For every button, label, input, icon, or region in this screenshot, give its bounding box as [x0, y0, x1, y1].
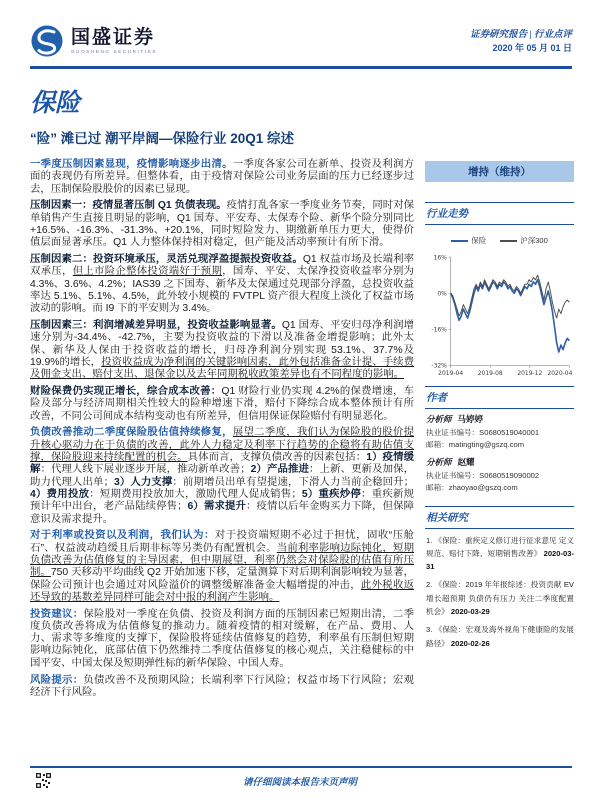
header	[0, 0, 600, 58]
paragraph-lead: 一季度压制因素显现，疫情影响逐步出清。	[30, 159, 233, 170]
report-type: 证券研究报告 | 行业点评	[470, 30, 572, 40]
paragraph-lead: 压制因素一：疫情显著压制 Q1 负债表现。	[30, 200, 227, 212]
footer	[0, 766, 600, 792]
paragraph: 压制因素三：利润增减差异明显，投资收益影响显著。Q1 国寿、平安归母净利润增速分别为-34.4%、-42.7%，主要为投资收益的下滑以及准备金增提影响；此外太保、新华及人保由于投资收益的增长，归母净利润分别实现 53.1%、37.7%及 19.9%的增长，投资收益成为净利润的关键影响因素，此外包括准备金计提、手续费及佣金支出、赔付支出、退保金以及去年同期税收政策差异也有不同程度的影响。	[30, 320, 415, 381]
brand	[30, 24, 157, 58]
paragraph-lead: 压制因素二：投资环境承压，灵活兑现浮盈提振投资收益。	[30, 254, 303, 266]
trend-chart-svg	[425, 248, 577, 386]
svg-text:0%: 0%	[437, 290, 447, 298]
footer-divider	[30, 766, 572, 768]
sidebar	[425, 159, 574, 655]
svg-text:-16%: -16%	[431, 326, 447, 334]
paragraph: 对于利率或投资以及利润，我们认为：对于投资端短期不必过于担忧，固收“压舱石”、权益波动趋缓且后期非标等另类仍有配置机会。当前利率影响边际钝化，短期负债改善为估值修复的主导因素，但中期展望，利率仍然会对保险股的估值有所压制。750 天移动平均曲线 Q2 开始加速下移，定量测算下对后期利润影响较为显著，保险公司预计也会通过对风险溢价的调整缓解准备金大幅增提的冲击，此外税收返还导致的基数差异同样可能会对中报的利润产生影响。	[30, 530, 415, 603]
authors-list	[425, 409, 574, 506]
rating-badge: 增持（维持）	[425, 161, 574, 182]
svg-text:2019-08: 2019-08	[477, 369, 503, 377]
paragraph: 一季度压制因素显现，疫情影响逐步出清。一季度各家公司在新单、投资及利润方面的表现仍有所差异。但整体看，由于疫情对保险公司业务层面的压力已经逐步过去，压制保险股股价的因素已显现。	[30, 159, 415, 195]
brand-name: 国盛证券	[71, 26, 156, 48]
svg-text:2020-04: 2020-04	[547, 369, 573, 377]
paragraph-lead: 财险保费仍实现正增长，综合成本改善：	[30, 386, 222, 398]
paragraph: 压制因素一：疫情显著压制 Q1 负债表现。疫情打乱各家一季度业务节奏，同时对保单销售产生直接且明显的影响，Q1 国寿、平安寿、太保寿个险、新华个险分别同比 +16.5%、-16.3%、-31.3%、+20.1%，同时短险发力、期缴新单压力更大，使得价值层面显著承压。Q1 人力整体保持相对稳定，但产能及活动率预计有所下滑。	[30, 200, 414, 249]
guosheng-logo-icon	[30, 24, 64, 58]
legend-item: 沪深300	[500, 235, 548, 246]
industry-trend-chart	[425, 225, 574, 386]
paragraph-lead: 投资建议：	[30, 608, 84, 620]
svg-text:2019-04: 2019-04	[438, 369, 464, 377]
report-date: 2020 年 05 月 01 日	[492, 43, 572, 54]
author-entry: 分析师 赵耀 执业证书编号：S0680519090002 邮箱：zhaoyao@gszq.com	[426, 457, 540, 493]
report-subtitle: “险” 滩已过 潮平岸阔—保险行业 20Q1 综述	[30, 131, 295, 146]
chart-legend	[425, 235, 574, 246]
header-divider	[30, 66, 572, 69]
brand-name-en: GUOSHENG SECURITIES	[71, 48, 158, 54]
related-research-item: 1. 《保险：重疾定义修订进行征求意见 定义规范、赔付下降、短期销售改善》 2020-03-31	[426, 535, 574, 572]
paragraph: 投资建议：保险股对一季度在负债、投资及利润方面的压制因素已短期出清，二季度负债改善将成为估值修复的推动力。随着疫情的相对缓解，在产品、费用、人力、需求等多维度的支撑下，保险股将延续估值修复的趋势，利率虽有压制但短期影响边际钝化，底部估值下仍然维持二季度估值修复的核心观点，关注稳健标的中国平安、中国太保及短期弹性标的新华保险、中国人寿。	[30, 608, 414, 669]
author-entry: 分析师 马婷婷 执业证书编号：S0680519040001 邮箱：matingting@gszq.com	[426, 414, 540, 450]
paragraph-lead: 对于利率或投资以及利润，我们认为：	[30, 530, 215, 542]
paragraph-lead: 风险提示：	[30, 674, 84, 686]
related-research-item: 2. 《保险：2019 年年报综述：投资贡献 EV 增长超预期 负债仍有压力 关注二季度配置机会》 2020-03-29	[426, 580, 574, 616]
related-research-item: 3. 《保险：宏观及海外视角下健康险的发展路径》 2020-02-26	[426, 625, 574, 648]
content	[0, 159, 600, 704]
legend-item: 保险	[451, 235, 486, 246]
header-meta	[470, 24, 572, 56]
paragraph: 负债改善推动二季度保险股估值持续修复，展望二季度，我们认为保险股的股价提升核心驱动力在于负债的改善，此外人力稳定及利率下行趋势的企稳将有助估值支撑，保险股迎来持续配置的机会。具体而言，支撑负债改善的因素包括：1）疫情缓解：代理人线下展业逐步开展，推动新单改善；2）产品推进：上新、更新及加保，助力代理人出单；3）人力支撑：前期增员出单有望提速，下滑人力当前企稳回升；4）费用投放：短期费用投放加大，激励代理人促成销售；5）重疾炒停：重疾新规预计年中出台，老产品陆续停售；6）需求提升：疫情以后年金购买力下降，但保障意识及需求提升。	[30, 427, 415, 525]
paragraph-lead: 负债改善推动二季度保险股估值持续修复，	[30, 427, 233, 439]
svg-text:2019-12: 2019-12	[517, 369, 543, 377]
footer-disclaimer: 请仔细阅读本报告末页声明	[242, 778, 357, 788]
authors-heading: 作者	[426, 393, 447, 404]
paragraph: 压制因素二：投资环境承压，灵活兑现浮盈提振投资收益。Q1 权益市场及长端利率双承压，但上市险企整体投资端好于预期，国寿、平安、太保净投资收益率分别为 4.3%、3.6%、4.2%；IAS39 之下国寿、新华及太保通过兑现部分浮盈，总投资收益率达 5.1%、5.1%、4.5%，此外较小规模的 FVTPL 资产很大程度上淡化了权益市场波动的影响。而 I9 下的平安则为 3.4%。	[30, 254, 415, 315]
legend-line-icon	[451, 240, 468, 242]
svg-text:-32%: -32%	[431, 362, 447, 370]
paragraph: 财险保费仍实现正增长，综合成本改善：Q1 财险行业仍实现 4.2%的保费增速，车险及部分与经济周期相关性较大的险种增速下滑，赔付下降综合成本整体预计有所改善，不同公司间成本结构变动也有所差异，但信用保证保险赔付有明显恶化。	[30, 386, 414, 422]
legend-line-icon	[500, 240, 517, 242]
related-list	[425, 529, 574, 650]
industry-trend-heading: 行业走势	[426, 209, 468, 220]
paragraph: 风险提示：负债改善不及预期风险；长端利率下行风险；权益市场下行风险；宏观经济下行风险。	[30, 674, 414, 698]
page-title: 保险	[30, 90, 81, 117]
paragraph-lead: 压制因素三：利润增减差异明显，投资收益影响显著。	[30, 320, 282, 332]
article-body	[30, 159, 414, 704]
svg-text:16%: 16%	[433, 254, 447, 262]
related-research-heading: 相关研究	[426, 512, 468, 524]
